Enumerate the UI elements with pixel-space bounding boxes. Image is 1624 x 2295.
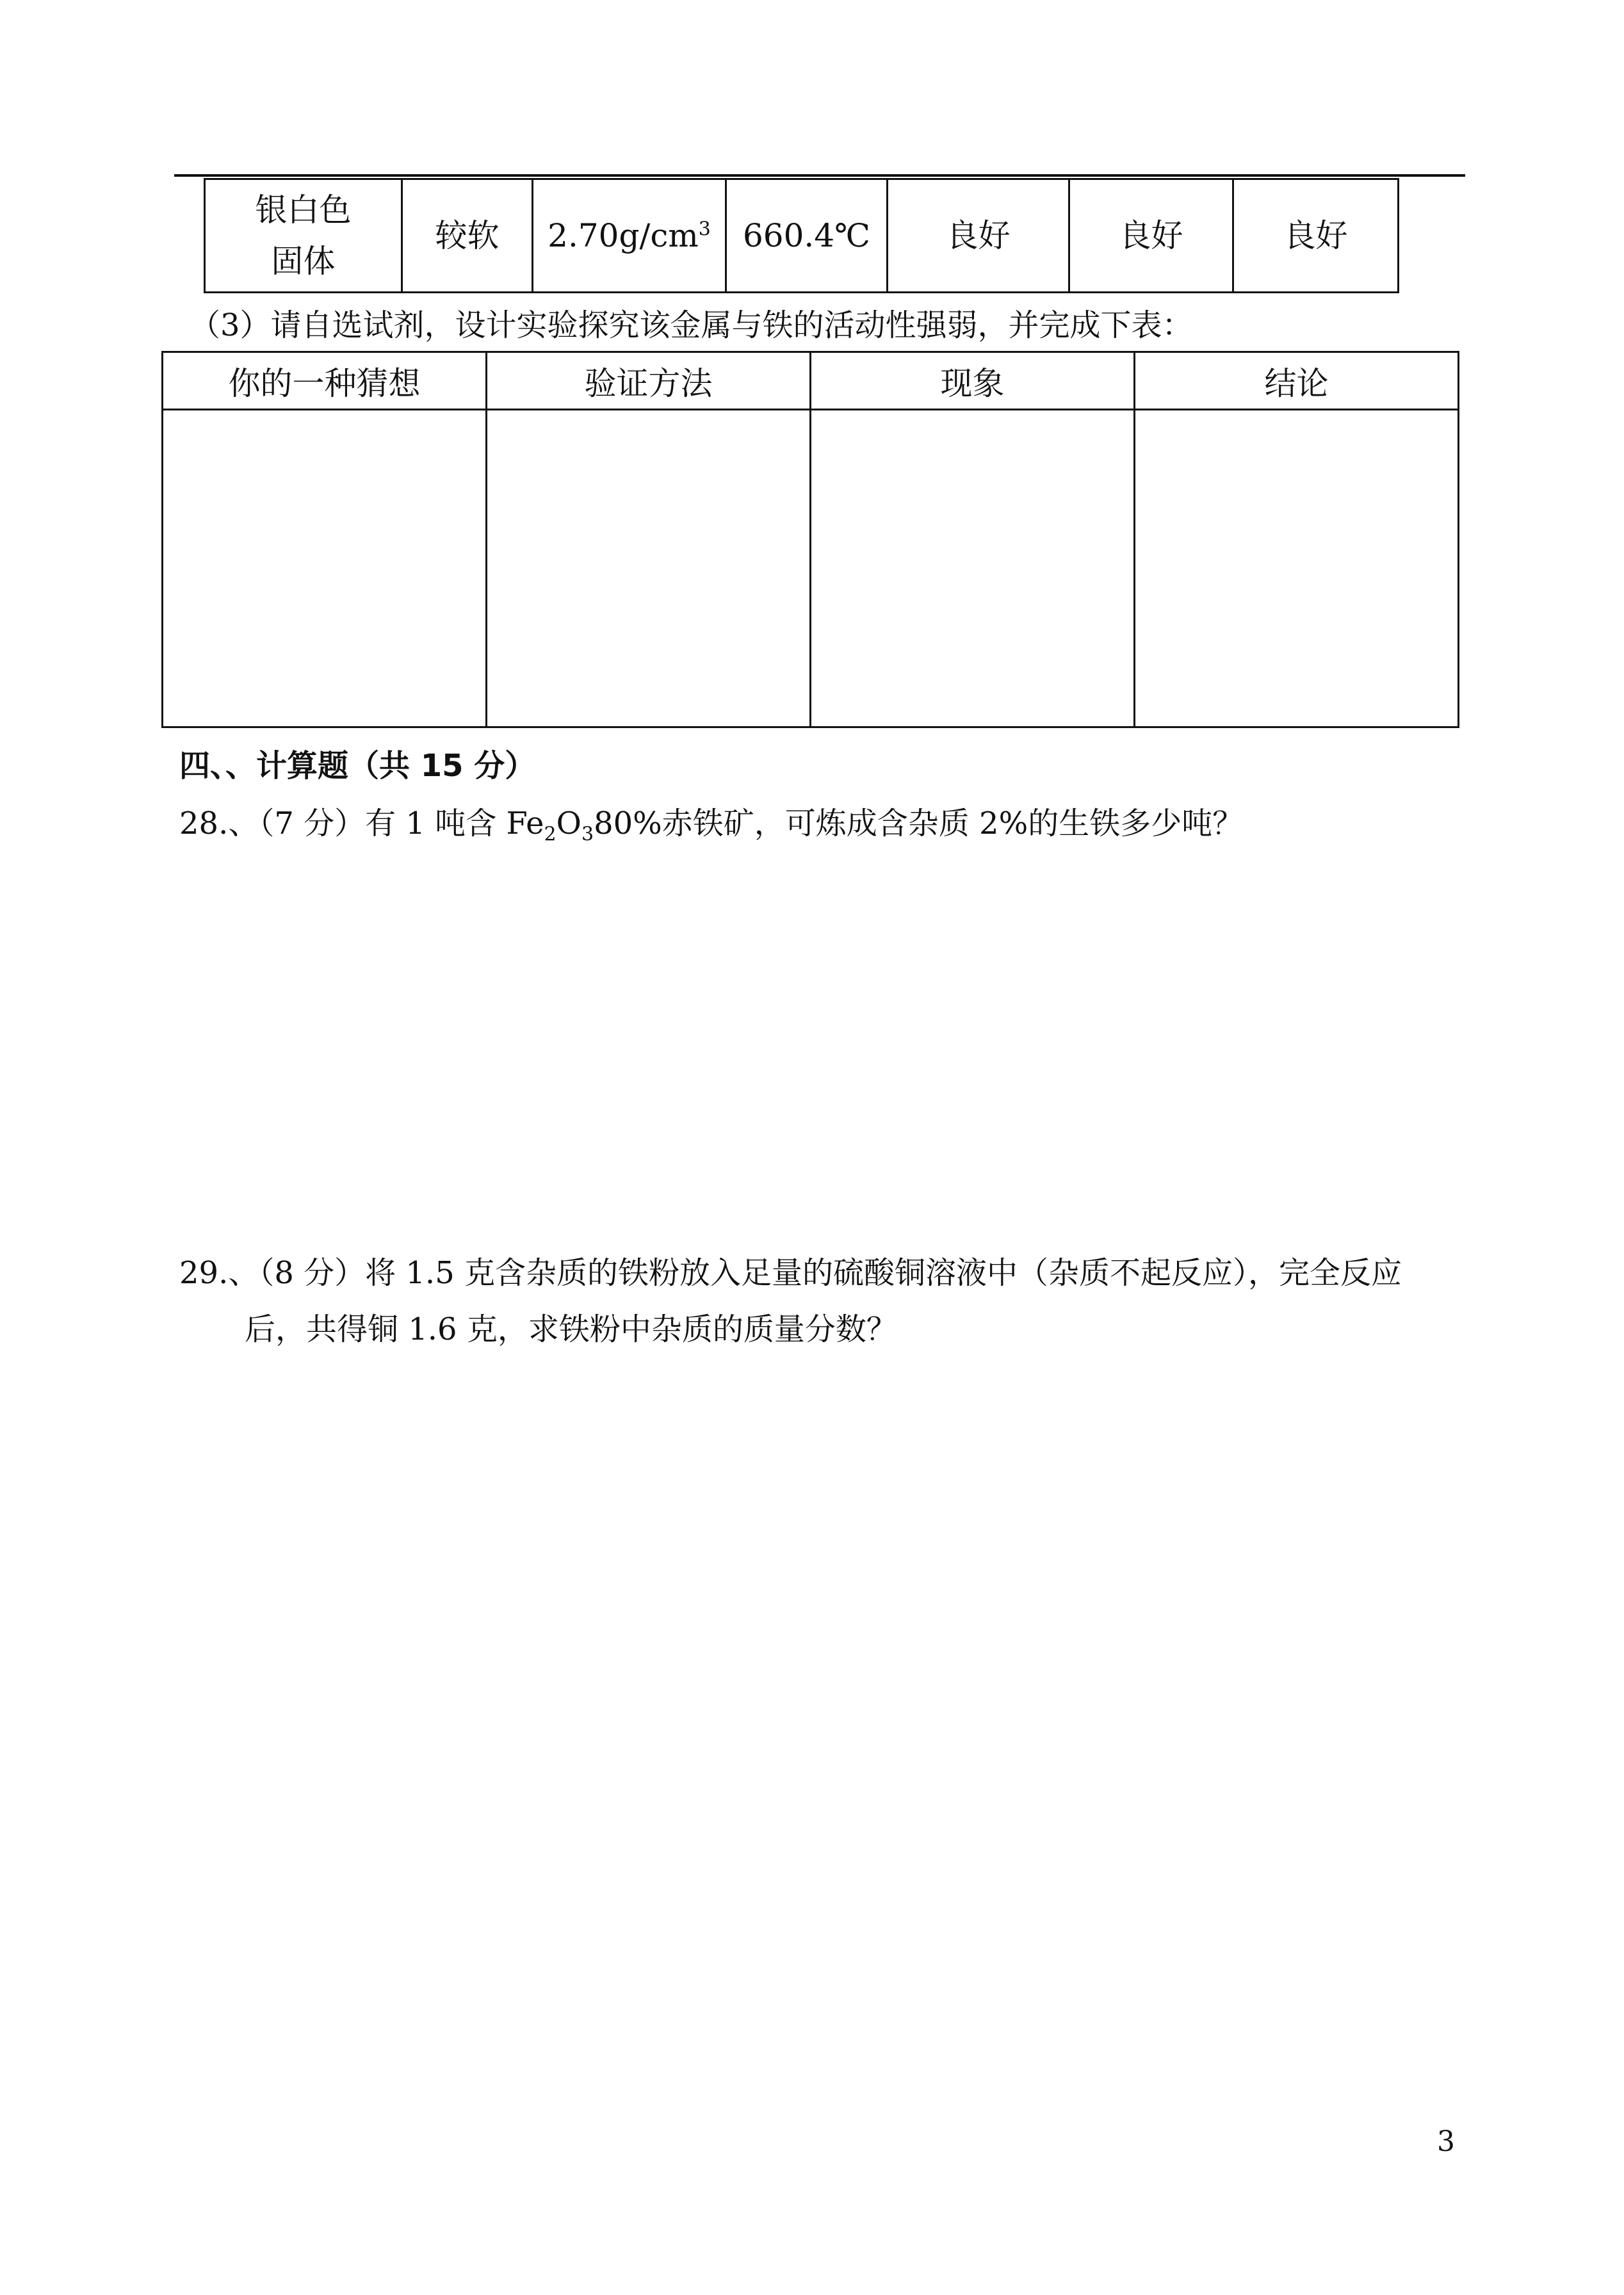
- q28-suffix: 80%赤铁矿，可炼成含杂质 2%的生铁多少吨？: [594, 806, 1244, 841]
- q28-subscript-2: 3: [581, 823, 594, 846]
- answer-hypothesis[interactable]: [163, 410, 487, 727]
- q28-subscript-1: 2: [544, 823, 556, 846]
- inquiry-table: [161, 351, 1459, 728]
- cell-density: [533, 179, 726, 293]
- color-state-line1: 银白色: [255, 191, 352, 229]
- answer-method[interactable]: [487, 410, 811, 727]
- answer-phenomenon[interactable]: [811, 410, 1135, 727]
- inquiry-answer-row: [163, 410, 1459, 727]
- metal-properties-table: [204, 178, 1399, 293]
- header-conclusion: 结论: [1135, 352, 1459, 410]
- density-exponent: 3: [698, 218, 711, 241]
- page-number: 3: [1437, 2125, 1455, 2158]
- header-phenomenon: 现象: [811, 352, 1135, 410]
- header-rule: [174, 174, 1465, 177]
- section-4-title: 四、、计算题（共 15 分）: [179, 748, 536, 784]
- density-value: 2.70g/cm: [548, 217, 699, 254]
- header-method: 验证方法: [487, 352, 811, 410]
- answer-conclusion[interactable]: [1135, 410, 1459, 727]
- question-29-line-1: 29.、（8 分）将 1.5 克含杂质的铁粉放入足量的硫酸铜溶液中（杂质不起反应），完全反应: [179, 1255, 1402, 1291]
- color-state-line2: 固体: [271, 243, 336, 280]
- question-28-text: [179, 804, 1244, 846]
- cell-property-a: 良好: [888, 179, 1069, 293]
- question-3-text: （3）请自选试剂，设计实验探究该金属与铁的活动性强弱，并完成下表：: [190, 307, 1193, 343]
- header-hypothesis: 你的一种猜想: [163, 352, 487, 410]
- cell-color-state: [205, 179, 402, 293]
- q28-prefix: 28.、（7 分）有 1 吨含 Fe: [179, 806, 544, 841]
- question-29-line-2: 后，共得铜 1.6 克，求铁粉中杂质的质量分数？: [245, 1311, 897, 1347]
- inquiry-header-row: [163, 352, 1459, 410]
- cell-melting-point: 660.4℃: [726, 179, 888, 293]
- cell-property-b: 良好: [1069, 179, 1233, 293]
- q28-mid: O: [556, 806, 581, 841]
- properties-row: [205, 179, 1399, 293]
- cell-hardness: 较软: [402, 179, 533, 293]
- cell-property-c: 良好: [1233, 179, 1399, 293]
